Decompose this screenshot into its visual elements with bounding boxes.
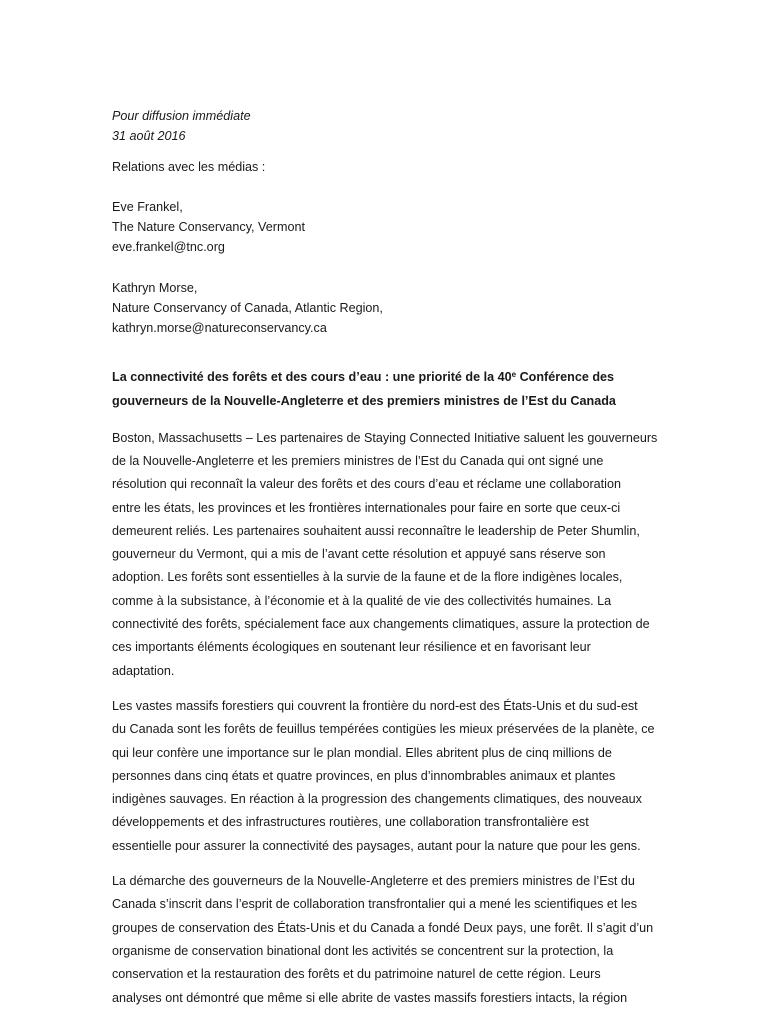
press-release-page: [112, 106, 672, 1010]
paragraph-line: du Canada sont les forêts de feuillus tempérées contigües les mieux préservées de la planète, ce: [112, 722, 655, 737]
paragraph-line: adaptation.: [112, 663, 175, 678]
contact-block: [112, 197, 672, 258]
contact-organization: Nature Conservancy of Canada, Atlantic Region,: [112, 301, 383, 316]
body-paragraph-3: [112, 870, 672, 1010]
body-paragraph-1: [112, 427, 672, 683]
contact-email[interactable]: kathryn.morse@natureconservancy.ca: [112, 321, 327, 336]
media-relations-label: Relations avec les médias :: [112, 159, 266, 174]
paragraph-line: Boston, Massachusetts – Les partenaires de Staying Connected Initiative saluent les gouverneurs: [112, 430, 658, 445]
paragraph-line: conservation et la restauration des forêts et du patrimoine naturel de cette région. Leurs: [112, 967, 601, 982]
paragraph-line: La démarche des gouverneurs de la Nouvelle-Angleterre et des premiers ministres de l’Est du: [112, 874, 635, 889]
paragraph-line: gouverneur du Vermont, qui a mis de l’avant cette résolution et appuyé sans réserve son: [112, 547, 606, 562]
headline-line-1: [112, 365, 672, 389]
paragraph-line: ces importants éléments écologiques en soutenant leur résilience et en favorisant leur: [112, 640, 591, 655]
paragraph-line: Les vastes massifs forestiers qui couvrent la frontière du nord-est des États-Unis et du sud-est: [112, 698, 638, 713]
paragraph-line: Canada s’inscrit dans l’esprit de collaboration transfrontalier qui a mené les scientifiques et les: [112, 897, 638, 912]
contact-name: Eve Frankel,: [112, 199, 183, 214]
contact-name: Kathryn Morse,: [112, 280, 198, 295]
headline-part-2: Conférence des: [516, 369, 615, 384]
paragraph-line: entre les états, les provinces et les frontières internationales pour faire en sorte que ceux-ci: [112, 500, 621, 515]
paragraph-line: indigènes sauvages. En réaction à la progression des changements climatiques, des nouveaux: [112, 792, 642, 807]
paragraph-line: groupes de conservation des États-Unis et du Canada a fondé Deux pays, une forêt. Il s’agit d’un: [112, 920, 654, 935]
paragraph-line: de la Nouvelle-Angleterre et les premiers ministres de l’Est du Canada qui ont signé une: [112, 453, 604, 468]
headline: [112, 365, 672, 413]
paragraph-line: essentielle pour assurer la connectivité des paysages, autant pour la nature que pour les gens.: [112, 838, 641, 853]
contact-email[interactable]: eve.frankel@tnc.org: [112, 240, 225, 255]
headline-superscript: e: [511, 369, 517, 379]
headline-part-1: La connectivité des forêts et des cours d’eau : une priorité de la 40: [112, 369, 512, 384]
paragraph-line: qui leur confère une importance sur le plan mondial. Elles abritent plus de cinq millions de: [112, 745, 612, 760]
paragraph-line: analyses ont démontré que même si elle abrite de vastes massifs forestiers intacts, la région: [112, 990, 628, 1005]
release-date: 31 août 2016: [112, 129, 186, 144]
paragraph-line: comme à la subsistance, à l’économie et à la qualité de vie des collectivités humaines. La: [112, 593, 612, 608]
contact-block: [112, 278, 672, 339]
release-header: [112, 106, 672, 147]
release-label: Pour diffusion immédiate: [112, 109, 251, 123]
paragraph-line: adoption. Les forêts sont essentielles à la survie de la faune et de la flore indigènes locales,: [112, 570, 623, 585]
paragraph-line: développements et des infrastructures routières, une collaboration transfrontalière est: [112, 815, 589, 830]
paragraph-line: personnes dans cinq états et quatre provinces, en plus d’innombrables animaux et plantes: [112, 768, 616, 783]
body-paragraph-2: [112, 695, 672, 858]
paragraph-line: demeurent reliés. Les partenaires souhaitent aussi reconnaître le leadership de Peter Shumlin,: [112, 523, 640, 538]
paragraph-line: résolution qui reconnaît la valeur des forêts et des cours d’eau et réclame une collaboration: [112, 477, 621, 492]
paragraph-line: organisme de conservation binational dont les activités se concentrent sur la protection, la: [112, 943, 614, 958]
contact-organization: The Nature Conservancy, Vermont: [112, 220, 305, 235]
headline-line-2: gouverneurs de la Nouvelle-Angleterre et des premiers ministres de l’Est du Canada: [112, 393, 616, 408]
paragraph-line: connectivité des forêts, spécialement face aux changements climatiques, assure la protection de: [112, 617, 650, 632]
